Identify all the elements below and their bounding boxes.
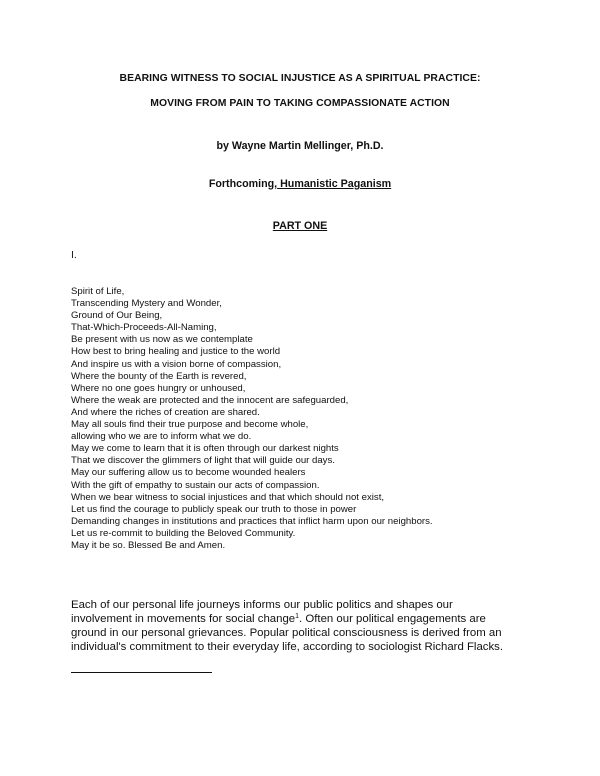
poem-line: And inspire us with a vision borne of compassion, — [71, 358, 282, 370]
poem-line: And where the riches of creation are shared. — [71, 406, 260, 418]
poem-line: Transcending Mystery and Wonder, — [71, 298, 222, 310]
publication-prefix: Forthcoming, — [208, 178, 278, 190]
poem-line: Ground of Our Being, — [71, 310, 163, 322]
poem-line: Spirit of Life, — [71, 286, 125, 297]
paragraph-line — [71, 612, 541, 626]
poem-line: Let us find the courage to publicly speak our truth to those in power — [71, 503, 357, 515]
poem-line: When we bear witness to social injustices and that which should not exist, — [71, 491, 385, 503]
paragraph-text: involvement in movements for social change — [71, 613, 296, 626]
poem-line: May it be so. Blessed Be and Amen. — [71, 539, 226, 551]
body-paragraph — [71, 598, 541, 654]
poem-line: May we come to learn that it is often through our darkest nights — [71, 443, 339, 455]
poem-line: Where the bounty of the Earth is revered, — [71, 370, 247, 382]
invocation-poem — [71, 286, 433, 552]
publication-name: Humanistic Paganism — [277, 178, 392, 190]
author-byline: by Wayne Martin Mellinger, Ph.D. — [216, 140, 384, 152]
poem-line: That-Which-Proceeds-All-Naming, — [71, 322, 217, 334]
poem-line: Be present with us now as we contemplate — [71, 334, 253, 346]
poem-line: May our suffering allow us to become wounded healers — [71, 467, 306, 479]
footnote-separator — [71, 672, 212, 673]
paragraph-line: individual's commitment to their everyday life, according to sociologist Richard Flacks. — [71, 641, 504, 654]
poem-line: With the gift of empathy to sustain our acts of compassion. — [71, 479, 320, 491]
paragraph-line: ground in our personal grievances. Popular political consciousness is derived from an — [71, 627, 502, 640]
poem-line: Demanding changes in institutions and practices that inflict harm upon our neighbors. — [71, 515, 433, 527]
document-title-line-2: MOVING FROM PAIN TO TAKING COMPASSIONATE ACTION — [150, 98, 450, 109]
poem-line: Where no one goes hungry or unhoused, — [71, 382, 246, 394]
poem-line: That we discover the glimmers of light that will guide our days. — [71, 455, 335, 467]
poem-line: May all souls find their true purpose and become whole, — [71, 419, 309, 431]
poem-line: Let us re-commit to building the Beloved Community. — [71, 527, 296, 539]
paragraph-line: Each of our personal life journeys informs our public politics and shapes our — [71, 599, 453, 611]
document-title-line-1: BEARING WITNESS TO SOCIAL INJUSTICE AS A SPIRITUAL PRACTICE: — [119, 73, 481, 84]
part-heading: PART ONE — [272, 220, 328, 232]
footnote-reference[interactable]: 1 — [295, 613, 300, 621]
poem-line: How best to bring healing and justice to the world — [71, 346, 281, 358]
paragraph-text: . Often our political engagements are — [299, 613, 486, 626]
section-number: I. — [71, 249, 77, 261]
poem-line: allowing who we are to inform what we do. — [71, 431, 252, 443]
publication-note — [0, 178, 600, 190]
poem-line: Where the weak are protected and the innocent are safeguarded, — [71, 394, 349, 406]
